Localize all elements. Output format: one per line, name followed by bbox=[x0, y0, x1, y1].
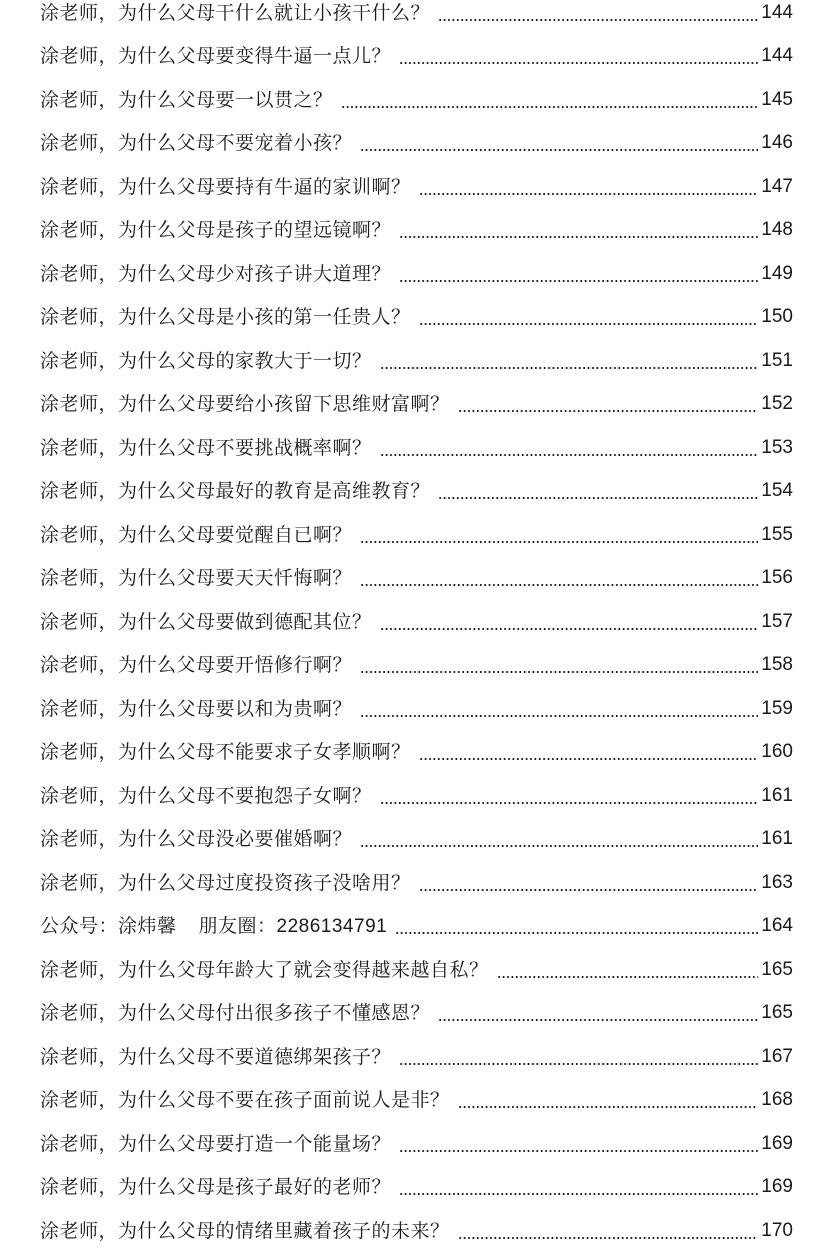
toc-entry[interactable] bbox=[40, 78, 793, 122]
toc-entry-page-number: 146 bbox=[761, 132, 793, 154]
dot-leader bbox=[380, 802, 759, 804]
toc-entry[interactable] bbox=[40, 644, 793, 688]
dot-leader bbox=[399, 236, 758, 238]
dot-leader bbox=[419, 758, 759, 760]
toc-entry-title: 涂老师，为什么父母要天天忏悔啊？ bbox=[40, 567, 353, 590]
dot-leader bbox=[438, 497, 758, 499]
toc-entry-title: 涂老师，为什么父母最好的教育是高维教育？ bbox=[40, 480, 431, 503]
toc-entry-page-number: 169 bbox=[761, 1176, 793, 1198]
toc-entry[interactable] bbox=[40, 0, 793, 35]
dot-leader bbox=[399, 62, 758, 64]
toc-entry[interactable] bbox=[40, 470, 793, 514]
toc-entry-page-number: 151 bbox=[761, 349, 793, 371]
toc-entry-title: 涂老师，为什么父母不要在孩子面前说人是非？ bbox=[40, 1089, 450, 1112]
toc-entry-page-number: 154 bbox=[761, 480, 793, 502]
toc-entry[interactable] bbox=[40, 122, 793, 166]
toc-entry-title: 涂老师，为什么父母付出很多孩子不懂感恩？ bbox=[40, 1002, 431, 1025]
toc-contact-entry[interactable] bbox=[40, 905, 793, 949]
toc-entry-page-number: 144 bbox=[761, 45, 793, 67]
toc-entry-page-number: 155 bbox=[761, 523, 793, 545]
toc-entry-title: 涂老师，为什么父母不能要求子女孝顺啊？ bbox=[40, 741, 411, 764]
toc-entry[interactable] bbox=[40, 774, 793, 818]
toc-entry-page-number: 150 bbox=[761, 306, 793, 328]
toc-entry-title: 涂老师，为什么父母要觉醒自已啊？ bbox=[40, 523, 353, 546]
toc-entry-title: 涂老师，为什么父母要给小孩留下思维财富啊？ bbox=[40, 393, 450, 416]
toc-entry-page-number: 159 bbox=[761, 697, 793, 719]
toc-entry-page-number: 152 bbox=[761, 393, 793, 415]
toc-entry[interactable] bbox=[40, 165, 793, 209]
toc-entry-page-number: 144 bbox=[761, 1, 793, 23]
dot-leader bbox=[458, 410, 759, 412]
dot-leader bbox=[497, 976, 759, 978]
dot-leader bbox=[360, 715, 758, 717]
contact-number: 2286134791 bbox=[276, 915, 388, 937]
toc-entry-page-number: 161 bbox=[761, 784, 793, 806]
dot-leader bbox=[380, 367, 759, 369]
toc-entry-title: 涂老师，为什么父母是孩子最好的老师？ bbox=[40, 1176, 392, 1199]
toc-entry-page-number: 153 bbox=[761, 436, 793, 458]
dot-leader bbox=[380, 454, 759, 456]
dot-leader bbox=[419, 889, 759, 891]
dot-leader bbox=[360, 671, 758, 673]
toc-entry-title: 涂老师，为什么父母是孩子的望远镜啊？ bbox=[40, 219, 392, 242]
toc-entry[interactable] bbox=[40, 1122, 793, 1166]
dot-leader bbox=[395, 932, 758, 934]
toc-entry-page-number: 157 bbox=[761, 610, 793, 632]
toc-entry[interactable] bbox=[40, 426, 793, 470]
dot-leader bbox=[360, 541, 758, 543]
contact-text bbox=[40, 914, 387, 939]
toc-entry-page-number: 147 bbox=[761, 175, 793, 197]
toc-entry[interactable] bbox=[40, 1079, 793, 1123]
dot-leader bbox=[419, 193, 759, 195]
toc-entry[interactable] bbox=[40, 209, 793, 253]
toc-entry[interactable] bbox=[40, 1166, 793, 1210]
dot-leader bbox=[360, 845, 758, 847]
toc-entry-title: 涂老师，为什么父母要开悟修行啊？ bbox=[40, 654, 353, 677]
toc-entry-page-number: 158 bbox=[761, 654, 793, 676]
toc-entry[interactable] bbox=[40, 731, 793, 775]
toc-entry[interactable] bbox=[40, 818, 793, 862]
toc-entry-page-number: 149 bbox=[761, 262, 793, 284]
toc-entry-page-number: 167 bbox=[761, 1045, 793, 1067]
dot-leader bbox=[438, 1019, 758, 1021]
toc-entry-title: 涂老师，为什么父母干什么就让小孩干什么？ bbox=[40, 1, 431, 24]
toc-entry-page-number: 165 bbox=[761, 1002, 793, 1024]
toc-entry[interactable] bbox=[40, 687, 793, 731]
toc-entry-title: 涂老师，为什么父母不要道德绑架孩子？ bbox=[40, 1045, 392, 1068]
toc-entry[interactable] bbox=[40, 992, 793, 1036]
toc-entry[interactable] bbox=[40, 948, 793, 992]
toc-entry-page-number: 165 bbox=[761, 958, 793, 980]
moments-label: 朋友圈： bbox=[198, 914, 277, 937]
toc-entry-title: 涂老师，为什么父母要做到德配其位？ bbox=[40, 610, 372, 633]
toc-entry-page-number: 161 bbox=[761, 828, 793, 850]
toc-entry-title: 涂老师，为什么父母不要宠着小孩？ bbox=[40, 132, 353, 155]
toc-entry-page-number: 163 bbox=[761, 871, 793, 893]
wechat-account-label: 公众号：涂炜馨 bbox=[40, 914, 177, 937]
dot-leader bbox=[360, 149, 758, 151]
toc-entry-title: 涂老师，为什么父母要变得牛逼一点儿？ bbox=[40, 45, 392, 68]
dot-leader bbox=[438, 19, 758, 21]
toc-entry[interactable] bbox=[40, 252, 793, 296]
toc-entry[interactable] bbox=[40, 513, 793, 557]
toc-entry[interactable] bbox=[40, 35, 793, 79]
toc-entry-title: 涂老师，为什么父母少对孩子讲大道理？ bbox=[40, 262, 392, 285]
toc-entry[interactable] bbox=[40, 339, 793, 383]
dot-leader bbox=[341, 106, 759, 108]
toc-entry-title: 涂老师，为什么父母年龄大了就会变得越来越自私？ bbox=[40, 958, 489, 981]
dot-leader bbox=[360, 584, 758, 586]
toc-entry-title: 涂老师，为什么父母不要挑战概率啊？ bbox=[40, 436, 372, 459]
toc-entry-title: 涂老师，为什么父母不要抱怨子女啊？ bbox=[40, 784, 372, 807]
toc-entry[interactable] bbox=[40, 296, 793, 340]
toc-entry-page-number: 156 bbox=[761, 567, 793, 589]
dot-leader bbox=[458, 1106, 759, 1108]
toc-entry-title: 涂老师，为什么父母过度投资孩子没啥用？ bbox=[40, 871, 411, 894]
toc-entry-page-number: 145 bbox=[761, 88, 793, 110]
toc-entry[interactable] bbox=[40, 1035, 793, 1079]
toc-entry-page-number: 164 bbox=[761, 915, 793, 937]
toc-entry[interactable] bbox=[40, 383, 793, 427]
toc-entry-title: 涂老师，为什么父母要持有牛逼的家训啊？ bbox=[40, 175, 411, 198]
toc-entry[interactable] bbox=[40, 557, 793, 601]
toc-entry[interactable] bbox=[40, 861, 793, 905]
toc-entry-title: 涂老师，为什么父母要打造一个能量场？ bbox=[40, 1132, 392, 1155]
toc-entry-title: 涂老师，为什么父母的情绪里藏着孩子的未来？ bbox=[40, 1219, 450, 1242]
dot-leader bbox=[419, 323, 759, 325]
toc-entry-page-number: 148 bbox=[761, 219, 793, 241]
toc-entry-page-number: 168 bbox=[761, 1089, 793, 1111]
toc-entry-page-number: 160 bbox=[761, 741, 793, 763]
dot-leader bbox=[399, 280, 758, 282]
table-of-contents bbox=[40, 0, 793, 1253]
dot-leader bbox=[399, 1193, 758, 1195]
dot-leader bbox=[399, 1150, 758, 1152]
toc-entry-title: 涂老师，为什么父母要以和为贵啊？ bbox=[40, 697, 353, 720]
toc-entry-title: 涂老师，为什么父母要一以贯之？ bbox=[40, 88, 333, 111]
dot-leader bbox=[380, 628, 759, 630]
toc-entry[interactable] bbox=[40, 600, 793, 644]
toc-entry-title: 涂老师，为什么父母是小孩的第一任贵人？ bbox=[40, 306, 411, 329]
toc-entry-page-number: 170 bbox=[761, 1219, 793, 1241]
toc-entry-title: 涂老师，为什么父母没必要催婚啊？ bbox=[40, 828, 353, 851]
toc-entry[interactable] bbox=[40, 1209, 793, 1253]
toc-entry-title: 涂老师，为什么父母的家教大于一切？ bbox=[40, 349, 372, 372]
toc-entry-page-number: 169 bbox=[761, 1132, 793, 1154]
dot-leader bbox=[399, 1063, 758, 1065]
